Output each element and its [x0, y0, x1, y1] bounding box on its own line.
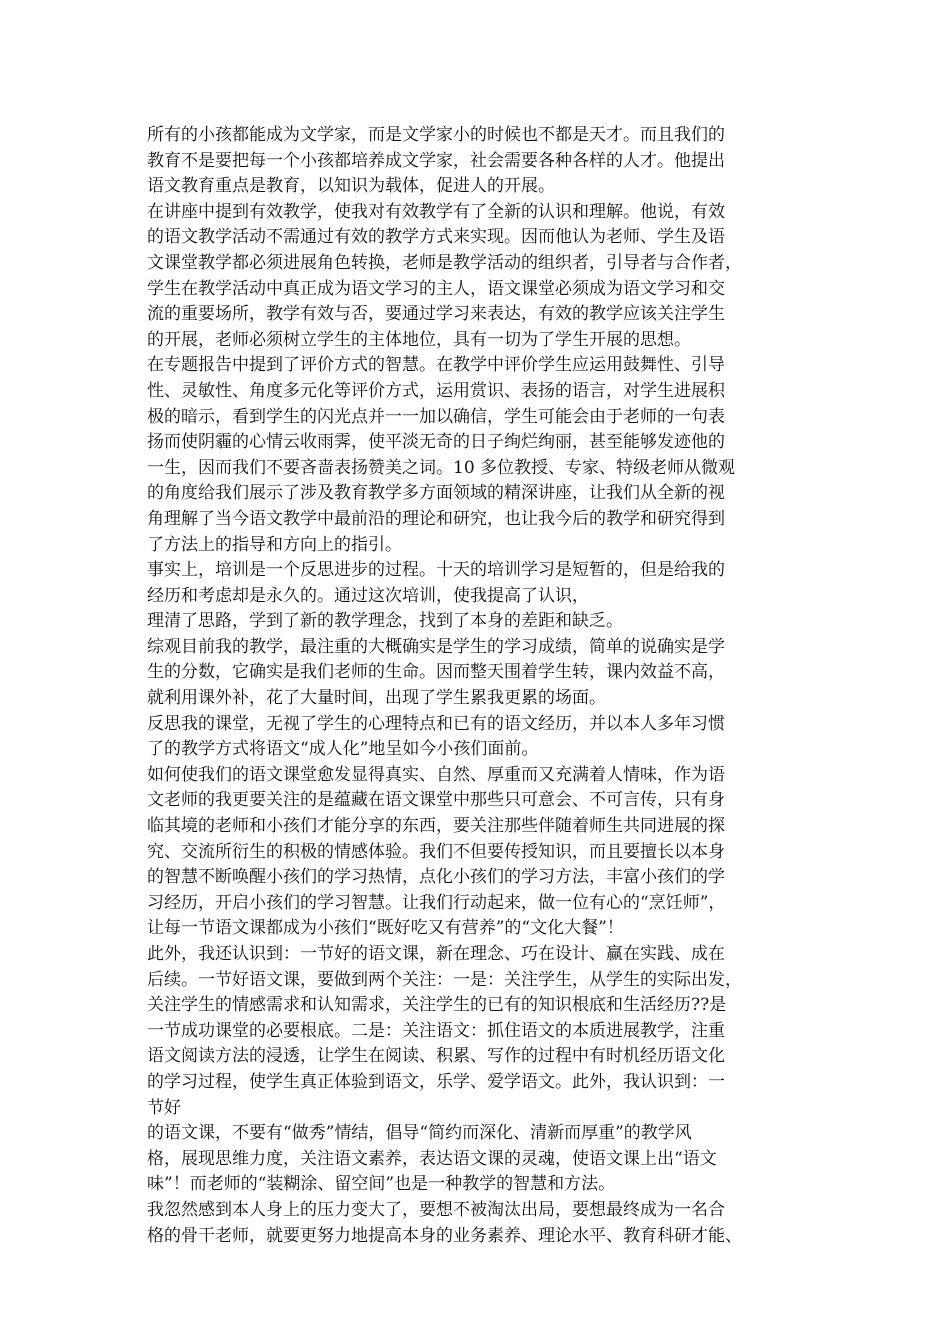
text-line: 了的教学方式将语文“成人化”地呈如今小孩们面前。 — [147, 739, 539, 760]
text-line: 格的骨干老师，就要更努力地提高本身的业务素养、理论水平、教育科研才能、 — [147, 1225, 742, 1246]
text-line: 事实上，培训是一个反思进步的过程。十天的培训学习是短暂的，但是给我的 — [147, 560, 725, 581]
text-line: 理清了思路，学到了新的教学理念，找到了本身的差距和缺乏。 — [147, 611, 623, 632]
paragraph — [147, 1198, 807, 1249]
text-line: 经历和考虑却是永久的。通过这次培训，使我提高了认识， — [147, 585, 589, 606]
text-line: 文课堂教学都必须进展角色转换，老师是教学活动的组织者，引导者与合作者， — [147, 252, 742, 273]
text-line: 的角度给我们展示了涉及教育教学多方面领域的精深讲座，让我们从全新的视 — [147, 483, 725, 504]
text-line: 的智慧不断唤醒小孩们的学习热情，点化小孩们的学习方法，丰富小孩们的学 — [147, 867, 725, 888]
paragraph — [147, 635, 807, 712]
paragraph — [147, 123, 807, 200]
text-line: 就利用课外补，花了大量时间，出现了学生累我更累的场面。 — [147, 688, 606, 709]
paragraph — [147, 942, 807, 1121]
text-line: 综观目前我的教学，最注重的大概确实是学生的学习成绩，简单的说确实是学 — [147, 636, 725, 657]
text-line: 所有的小孩都能成为文学家，而是文学家小的时候也不都是天才。而且我们的 — [147, 125, 725, 145]
text-line: 如何使我们的语文课堂愈发显得真实、自然、厚重而又充满着人情味，作为语 — [147, 764, 725, 785]
text-line: 此外，我还认识到：一节好的语文课，新在理念、巧在设计、赢在实践、成在 — [147, 944, 725, 964]
paragraph — [147, 558, 807, 609]
text-line: 了方法上的指导和方向上的指引。 — [147, 534, 402, 555]
text-line: 习经历，开启小孩们的学习智慧。让我们行动起来，做一位有心的“烹饪师”， — [147, 892, 726, 913]
text-line: 究、交流所衍生的积极的情感体验。我们不但要传授知识，而且要擅长以本身 — [147, 841, 725, 862]
paragraph — [147, 200, 807, 354]
text-line: 我忽然感到本人身上的压力变大了，要想不被淘汰出局，要想最终成为一名合 — [147, 1199, 725, 1220]
text-line: 临其境的老师和小孩们才能分享的东西，要关注那些伴随着师生共同进展的探 — [147, 816, 725, 837]
text-line: 文老师的我更要关注的是蕴藏在语文课堂中那些只可意会、不可言传，只有身 — [147, 790, 725, 811]
text-line: 极的暗示，看到学生的闪光点并一一加以确信，学生可能会由于老师的一句表 — [147, 406, 725, 427]
paragraph — [147, 609, 807, 635]
text-line: 性、灵敏性、角度多元化等评价方式，运用赏识、表扬的语言，对学生进展积 — [147, 380, 725, 401]
document-body — [147, 123, 807, 1249]
text-line: 节好 — [147, 1097, 181, 1118]
text-line: 格，展现思维力度，关注语文素养，表达语文课的灵魂，使语文课上出“语文 — [147, 1148, 717, 1169]
paragraph — [147, 712, 807, 763]
text-line: 生的分数，它确实是我们老师的生命。因而整天围着学生转，课内效益不高， — [147, 662, 725, 683]
text-line: 一生，因而我们不要吝啬表扬赞美之词。10 多位教授、专家、特级老师从微观 — [147, 457, 736, 478]
text-line: 的语文课，不要有“做秀”情结，倡导“简约而深化、清新而厚重”的教学风 — [147, 1123, 692, 1144]
text-line: 在讲座中提到有效教学，使我对有效教学有了全新的认识和理解。他说，有效 — [147, 201, 725, 222]
text-line: 语文阅读方法的浸透，让学生在阅读、积累、写作的过程中有时机经历语文化 — [147, 1046, 725, 1067]
text-line: 一节成功课堂的必要根底。二是：关注语文：抓住语文的本质进展教学，注重 — [147, 1020, 725, 1041]
text-line: 语文教育重点是教育，以知识为载体，促进人的开展。 — [147, 176, 555, 197]
paragraph — [147, 353, 807, 558]
text-line: 反思我的课堂，无视了学生的心理特点和已有的语文经历，并以本人多年习惯 — [147, 713, 725, 734]
text-line: 味”！而老师的“装糊涂、留空间”也是一种教学的智慧和方法。 — [147, 1174, 616, 1195]
text-line: 学生在教学活动中真正成为语文学习的主人，语文课堂必须成为语文学习和交 — [147, 278, 725, 299]
text-line: 后续。一节好语文课，要做到两个关注：一是：关注学生，从学生的实际出发， — [147, 969, 742, 990]
text-line: 关注学生的情感需求和认知需求，关注学生的已有的知识根底和生活经历??是 — [147, 995, 727, 1016]
paragraph — [147, 763, 807, 942]
text-line: 让每一节语文课都成为小孩们“既好吃又有营养”的“文化大餐”！ — [147, 918, 624, 939]
text-line: 在专题报告中提到了评价方式的智慧。在教学中评价学生应运用鼓舞性、引导 — [147, 355, 725, 376]
text-line: 扬而使阴霾的心情云收雨霁，使平淡无奇的日子绚烂绚丽，甚至能够发迹他的 — [147, 432, 725, 453]
text-line: 角理解了当今语文教学中最前沿的理论和研究，也让我今后的教学和研究得到 — [147, 508, 725, 529]
text-line: 的语文教学活动不需通过有效的教学方式来实现。因而他认为老师、学生及语 — [147, 227, 725, 248]
text-line: 流的重要场所，教学有效与否，要通过学习来表达，有效的教学应该关注学生 — [147, 304, 725, 325]
text-line: 教育不是要把每一个小孩都培养成文学家，社会需要各种各样的人才。他提出 — [147, 150, 725, 171]
text-line: 的开展，老师必须树立学生的主体地位，具有一切为了学生开展的思想。 — [147, 329, 691, 350]
text-line: 的学习过程，使学生真正体验到语文，乐学、爱学语文。此外，我认识到：一 — [147, 1071, 725, 1092]
paragraph — [147, 1121, 807, 1198]
